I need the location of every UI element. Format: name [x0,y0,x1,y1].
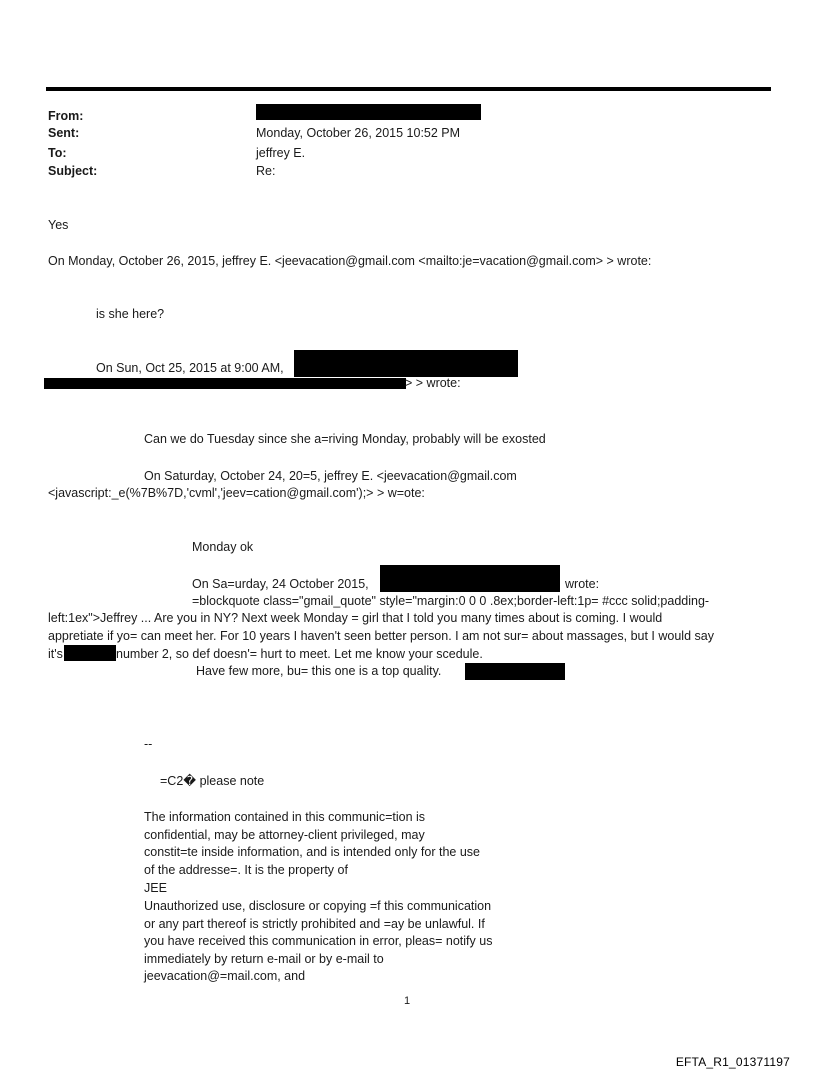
to-value: jeffrey E. [256,146,306,160]
disclaimer-jee: JEE [144,881,167,895]
quote4-line5: Have few more, bu= this one is a top quality. [196,664,442,678]
reply-text: Yes [48,218,69,232]
quote1-text: is she here? [96,307,165,321]
redaction-quote2-name [294,350,518,377]
redaction-quote2-email [44,378,406,389]
quote3-intro-line1: On Saturday, October 24, 20=5, jeffrey E. <jeevacation@gmail.com [144,469,517,483]
disclaimer-paragraph-2: Unauthorized use, disclosure or copying =f this communication or any part thereof is strictly prohibited and =ay be unlawful. If you have received this communication in error, pleas= notify us immediately by return e-mail or by e-mail to jeevacation@=mail.com, and [144,899,493,983]
from-label: From: [48,109,84,123]
redaction-from [256,104,481,120]
sent-label: Sent: [48,126,80,140]
quote3-intro-line2: <javascript:_e(%7B%7D,'cvml','jeev=cation@gmail.com');> > w=ote: [48,486,425,500]
quote2-intro-start: On Sun, Oct 25, 2015 at 9:00 AM, [96,361,284,375]
header-rule [46,87,771,91]
quote4-line3: appretiate if yo= can meet her. For 10 years I haven't seen better person. I am not sur= about massages, but I would say [48,629,714,643]
disclaimer-paragraph-1: The information contained in this communic=tion is confidential, may be attorney-client privileged, may constit=te inside information, and is intended only for the use of the addresse=. It is the property of [144,810,480,877]
subject-label: Subject: [48,164,98,178]
quote1-intro: On Monday, October 26, 2015, jeffrey E. <jeevacation@gmail.com <mailto:je=vacation@gmail.com> > wrote: [48,254,652,268]
document-id: EFTA_R1_01371197 [675,1055,790,1069]
quote4-line2: left:1ex">Jeffrey ... Are you in NY? Next week Monday = girl that I told you many times about is coming. I would [48,611,663,625]
quote4-intro-end: wrote: [565,577,600,591]
redaction-quote4-signoff [465,663,565,680]
subject-value: Re: [256,164,276,178]
quote4-line4-start: it's [48,647,63,661]
to-label: To: [48,146,67,160]
quote4-line4-end: number 2, so def doesn'= hurt to meet. Let me know your scedule. [116,647,483,661]
quote2-intro-end: > > wrote: [405,376,461,390]
quote3-text: Monday ok [192,540,254,554]
signature-dashes: -- [144,737,153,751]
quote2-text: Can we do Tuesday since she a=riving Monday, probably will be exosted [144,432,546,446]
quote4-intro-start: On Sa=urday, 24 October 2015, [192,577,369,591]
redaction-quote4-number [64,645,116,661]
sent-value: Monday, October 26, 2015 10:52 PM [256,126,461,140]
page-number: 1 [404,995,411,1007]
redaction-quote4-name [380,565,560,592]
signature-note: =C2� please note [160,774,265,788]
quote4-line1: =blockquote class="gmail_quote" style="margin:0 0 0 .8ex;border-left:1p= #ccc solid;padding- [192,594,710,608]
